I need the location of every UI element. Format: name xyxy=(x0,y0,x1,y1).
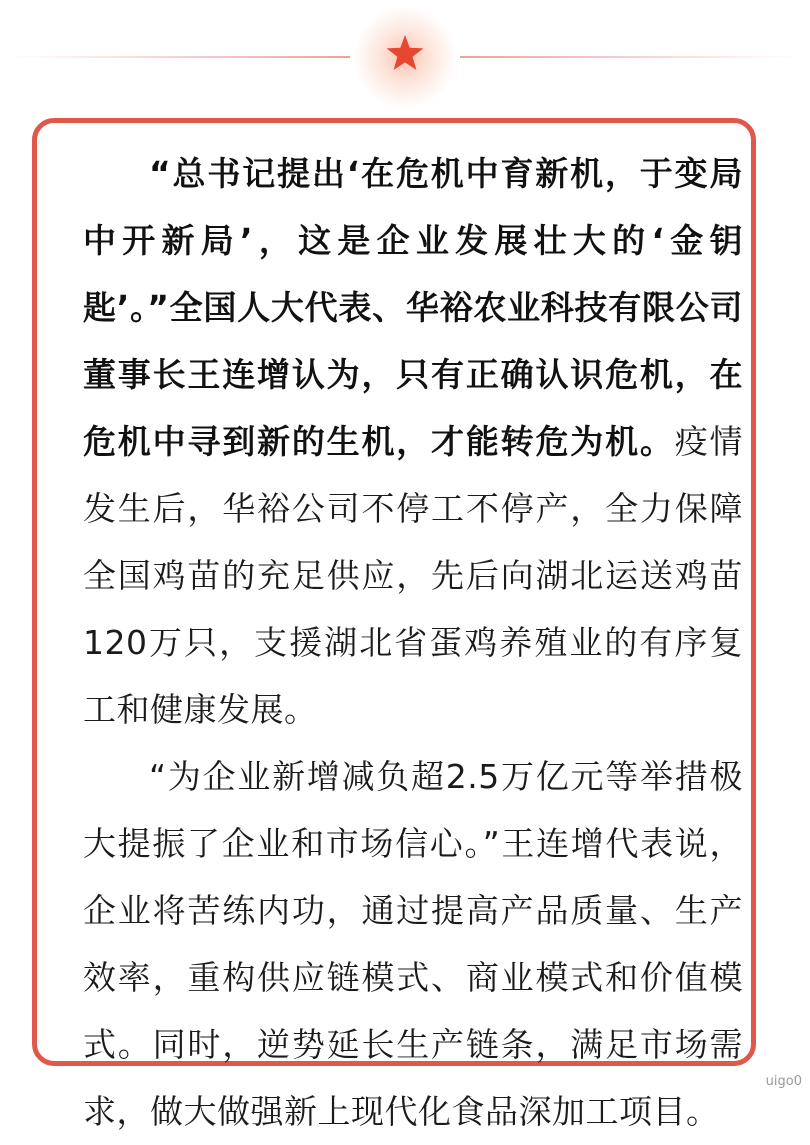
header-ornament xyxy=(0,0,810,115)
paragraph-text: 疫情发生后，华裕公司不停工不停产，全力保障全国鸡苗的充足供应，先后向湖北运送鸡苗120万只，支援湖北省蛋鸡养殖业的有序复工和健康发展。 xyxy=(83,422,744,729)
star-icon xyxy=(385,33,425,73)
watermark: uigo0 xyxy=(765,1074,802,1089)
paragraph-text: “为企业新增减负超2.5万亿元等举措极大提振了企业和市场信心。”王连增代表说，企业将苦练内功，通过提高产品质量、生产效率，重构供应链模式、商业模式和价值模式。同时，逆势延长生产链条，满足市场需求，做大做强新上现代化食品深加工项目。 xyxy=(83,757,743,1131)
divider-line-right xyxy=(460,56,800,58)
quote-lead: “总书记提出‘在危机中育新机，于变局中开新局’，这是企业发展壮大的‘金钥匙’。”全国人大代表、华裕农业科技有限公司董事长王连增认为，只有正确认识危机，在危机中寻到新的生机，才能转危为机。 xyxy=(83,154,743,461)
paragraph-1 xyxy=(83,140,743,743)
divider-line-left xyxy=(10,56,350,58)
paragraph-2 xyxy=(83,743,743,1145)
article-body xyxy=(83,140,743,1145)
